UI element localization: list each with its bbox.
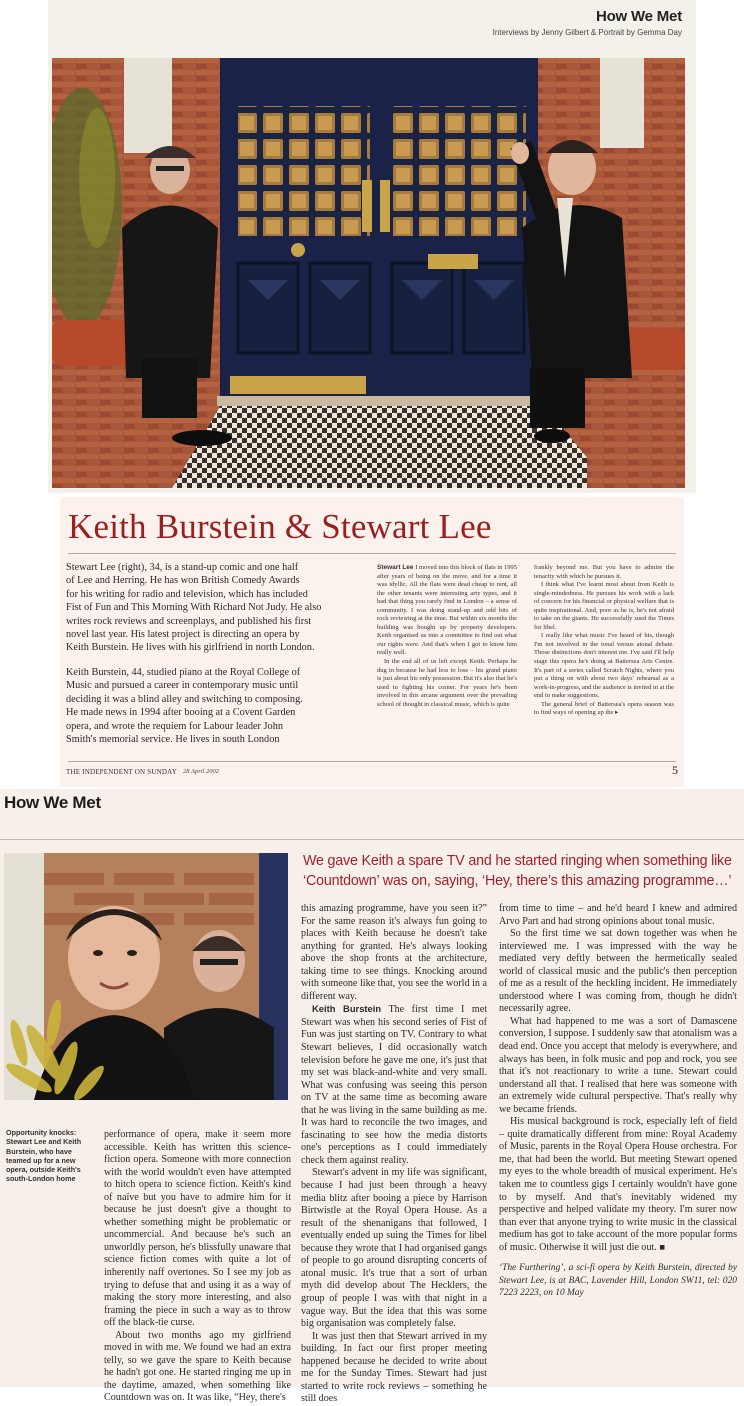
intro-line: of Lee and Herring. He has won British Comedy Awards bbox=[66, 575, 300, 587]
paragraph: this amazing programme, have you seen it?” For the same reason it's always fun going to places with Keith because he doesn't take anything for granted. He's always looking above the shop fronts at the architecture, taking time to see things. Knocking around with someone like that, you see the world in a different way. bbox=[301, 903, 487, 1002]
intro-line: Music and pursued a career in contemporary music until bbox=[66, 680, 299, 692]
intro-line: Keith Burstein. He lives with his girlfriend in north London. bbox=[66, 642, 315, 654]
intro-line: Keith Burstein, 44, studied piano at the Royal College of bbox=[66, 667, 301, 678]
paragraph: performance of opera, make it seem more accessible. Keith has written this science-fiction opera. Someone with more connection with the world wouldn't even have attempted to hitch opera to science fiction. Keith's kind of naïve but you have to admire him for it because he just doesn't give a thought to whether something might be problematic or uncommercial. And because he's such an unworldly person, he's blissfully unaware that science fiction comes with quite a lot of inherently naff overtones. So I see my job as trying to defuse that and using it as a way of making the story more interesting, and also framing the piece in such a way as to throw off the black-tie curse. bbox=[104, 1129, 291, 1329]
paragraph: The general brief of Battersea's opera season was to find ways of opening up the ▸ bbox=[534, 700, 674, 717]
paragraph: from time to time – and he'd heard I knew and admired Arvo Part and had strong opinions about tonal music. bbox=[499, 903, 737, 927]
issue-date: 28 April 2002 bbox=[183, 768, 219, 775]
article-column-2 bbox=[301, 903, 487, 1406]
intro-line: for his writing for radio and television, which has included bbox=[66, 588, 308, 600]
intro-line: novel last year. His latest project is directing an opera by bbox=[66, 629, 300, 641]
magazine-page-top bbox=[48, 0, 696, 493]
intro-line: Stewart Lee (right), 34, is a stand-up comic and one half bbox=[66, 562, 299, 573]
paragraph: In the end all of us left except Keith. Perhaps he dug in because he had less to lose – his grand piano is just about his only possession. But it's also that he's used to fighting his corner. For years he's been involved in this arcane argument over the prevailing school of thought in classical music, which is quite bbox=[377, 658, 517, 708]
article-column-3 bbox=[499, 903, 737, 1300]
footer-divider bbox=[68, 761, 676, 762]
page-number: 5 bbox=[672, 763, 678, 777]
paragraph: I think what I've learnt most about from Keith is single-mindedness. He pursues his work with a lack of concern for his financial or physical welfare that is quite inspirational. And, poor as he is, he's not afraid to take on the giants. He successfully sued the Times for libel. bbox=[534, 581, 674, 631]
section-title: How We Met bbox=[4, 793, 101, 812]
paragraph bbox=[301, 1003, 487, 1167]
paragraph: About two months ago my girlfriend moved in with me. We found we had an extra telly, so we gave the spare to Keith because he hadn't got one. He started ringing me up in the daytime, amazed, when something like Countdown was on. It was like, “Hey, there's bbox=[104, 1329, 291, 1404]
paragraph: It was just then that Stewart arrived in my building. In fact our first proper meeting happened because he decided to write about me for the Sunday Times. Stewart had just started to write rock reviews – something he still does bbox=[301, 1330, 487, 1405]
pull-quote: We gave Keith a spare TV and he started ringing when something like ‘Countdown’ was on, saying, ‘Hey, there’s this amazing programme…’ bbox=[303, 853, 732, 889]
paragraph: What had happened to me was a sort of Damascene conversion, I suppose. I suddenly saw that atonalism was a dead end. Once you accept that melody is everywhere, and always has been, in folk music and pop and rock, you see that it's not reactionary to write a tune. Stewart could understand all that. I realised that here was someone with an extremely wide cultural perspective. That's really why we became friends. bbox=[499, 1015, 737, 1115]
photo-caption: Opportunity knocks: Stewart Lee and Keith Burstein, who have teamed up for a new opera, outside Keith's south-London home bbox=[6, 1128, 82, 1184]
intro-line: opera, and wrote the requiem for Labour leader John bbox=[66, 720, 284, 732]
divider bbox=[68, 553, 676, 554]
byline-credit: Interviews by Jenny Gilbert & Portrait by Gemma Day bbox=[492, 28, 682, 37]
speaker-name: Keith Burstein bbox=[312, 1003, 382, 1015]
intro-line: Fist of Fun and This Morning With Richard Not Judy. He also bbox=[66, 602, 322, 614]
paragraph: So the first time we sat down together was when he interviewed me. I was impressed with the way he mediated very deftly between the hermetically sealed world of classical music and the public's then perception of me as a result of the heckling incident. He immediately understood where I was coming from, though he didn't necessarily agree. bbox=[499, 928, 737, 1015]
paragraph: I really like what music I've heard of his, though I'm not involved in the tonal versus atonal debate. Those distinctions don't interest me. I've said I'll help stage this opera he's doing at Battersea Arts Centre. It's part of a series called Scratch Nights, where you put a thing on with about two days' rehearsal as a work-in-progress, and the audience is invited in at the end to make suggestions. bbox=[534, 632, 674, 700]
intro-stewart-lee bbox=[66, 561, 342, 655]
article-column-2 bbox=[534, 564, 674, 718]
event-footnote: ‘The Furthering’, a sci-fi opera by Keith Burstein, directed by Stewart Lee, is at BAC, Lavender Hill, London SW11, tel: 020 7223 2223, on 10 May bbox=[499, 1263, 737, 1299]
closeup-illustration bbox=[4, 853, 288, 1100]
paragraph bbox=[499, 1116, 737, 1254]
newspaper-name: THE INDEPENDENT ON SUNDAY bbox=[66, 768, 177, 776]
intro-keith-burstein bbox=[66, 666, 342, 746]
intro-line: He made news in 1994 after booing at a Covent Garden bbox=[66, 707, 296, 719]
portrait-photo-closeup bbox=[4, 853, 288, 1100]
divider bbox=[0, 839, 744, 840]
paragraph: frankly beyond me. But you have to admire the tenacity with which he pursues it. bbox=[534, 564, 674, 580]
magazine-page-middle bbox=[60, 497, 684, 787]
magazine-page-bottom bbox=[0, 789, 744, 1405]
paragraph-text: His musical background is rock, especially left of field – quite dramatically different from mine: Royal Academy of Music, parents in the Royal Opera House orchestra. For me, that had been the world. But meeting Stewart opened my eyes to the whole breadth of musical experiment. He's taken me to countless gigs I certainly wouldn't have gone to by myself. And that's inevitably widened my perspective and helped validate my theory. I'm surer now than ever that anyone trying to write music in the classical medium has got to take account of the more popular forms of music. Otherwise it will just die out. bbox=[499, 1116, 737, 1253]
article-column-1 bbox=[377, 564, 517, 709]
speaker-name: Stewart Lee bbox=[377, 564, 414, 571]
paragraph-text: The first time I met Stewart was when his second series of Fist of Fun was just starting on TV. Contrary to what Stewart believes, I did occasionally watch television before he gave me one, it's just that my set was black-and-white and very small. What was confusing was seeing this person on TV at the same time as becoming aware that he was living in the same building as me. It was hard to reconcile the two images, and fascinating to see how the media distorts one's perceptions as I could immediately check them against reality. bbox=[301, 1004, 487, 1166]
paragraph-text: I moved into this block of flats in 1995 after years of being on the move, and for a time it was idyllic. All the flats were dead cheap to rent, all the other tenants were interesting arty types, and it had that thing you rarely find in London – a sense of community. I was doing stand-up and odd bits of rock reviewing at the time. But within six months the building was bought up by property developers. Keith organised us into a committee to find out what our rights were. And that's when I got to know him really well. bbox=[377, 564, 517, 657]
headline: Keith Burstein & Stewart Lee bbox=[68, 507, 492, 546]
paragraph: Stewart's advent in my life was significant, because I had just been through a heavy media blitz after booing a piece by Harrison Birtwistle at the Royal Opera House. As a result of the shenanigans that followed, I eventually ended up suing the Times for libel because they wrote that I had organised gangs of people to go around disrupting concerts of atonal music. It's true that a sort of urban myth did develop about The Hecklers, the group of people I was with that night in a vague way. But the idea that this was some big organisation was completely false. bbox=[301, 1167, 487, 1330]
intro-line: writes rock reviews and screenplays, and published his first bbox=[66, 615, 312, 627]
article-column-1 bbox=[104, 1129, 291, 1405]
doorway-illustration bbox=[52, 58, 685, 488]
intro-line: deciding it was a blind alley and switching to composing. bbox=[66, 693, 303, 705]
portrait-photo-doorway bbox=[52, 58, 685, 488]
end-mark: ■ bbox=[659, 1243, 666, 1251]
intro-line: Smith's memorial service. He lives in south London bbox=[66, 734, 280, 746]
section-title: How We Met bbox=[595, 8, 682, 25]
paragraph bbox=[377, 564, 517, 658]
